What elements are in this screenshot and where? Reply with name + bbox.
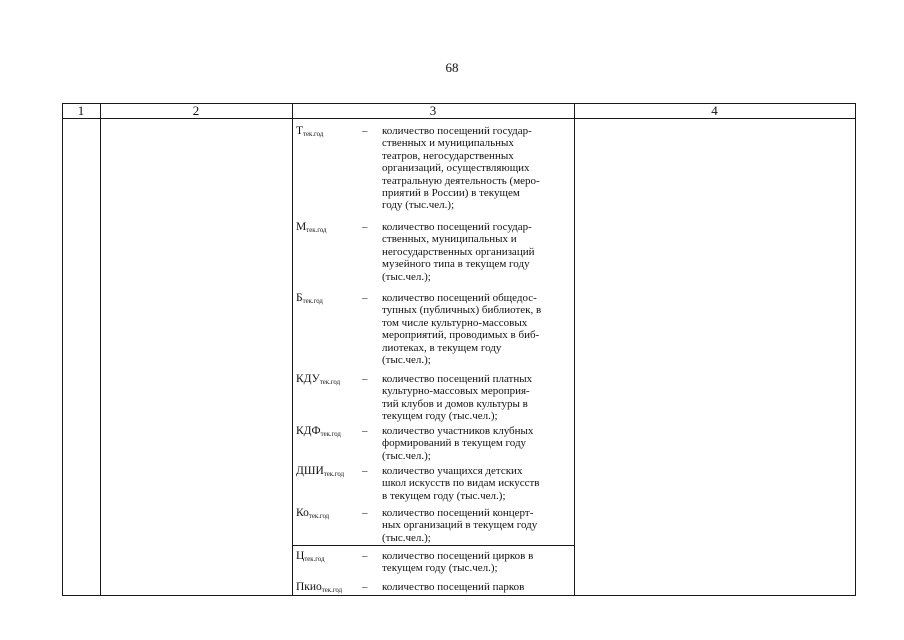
variable-description: количество посещений государ- ственных и муниципальных театров, негосударственных организаций, осуществляющих театральную деятельность (меро- приятий в России) в текущем году (тыс.чел.); (382, 125, 540, 212)
column-divider (574, 103, 575, 596)
cell-divider (292, 545, 574, 546)
variable-description: количество посещений государ- ственных, муниципальных и негосударственных организаций музейного типа в текущем году (тыс.чел.); (382, 221, 535, 283)
variable-symbol: Пкио$_{тек.год}$ (296, 581, 343, 594)
header-cell-4: 4 (711, 103, 718, 118)
variable-description: количество посещений общедос- тупных (публичных) библиотек, в том числе культурно-массовых мероприятий, проводимых в биб- лиотеках, в текущем году (тыс.чел.); (382, 292, 542, 367)
header-cell-1: 1 (77, 103, 85, 118)
variable-symbol: $Т_{тек.год}$ (296, 125, 324, 138)
variable-description: количество посещений платных культурно-массовых мероприя- тий клубов и домов культуры в текущем году (тыс.чел.); (382, 373, 533, 423)
variable-symbol: $Ц_{тек.год}$ (296, 550, 325, 563)
variable-symbol: $Ко_{тек.год}$ (296, 507, 330, 520)
column-divider (855, 103, 856, 596)
header-bottom-border (62, 118, 578, 119)
variable-symbol: $Б_{тек.год}$ (296, 292, 323, 305)
table-bottom-border (574, 595, 855, 596)
dash: – (362, 125, 368, 137)
header-cell-2: 2 (192, 103, 200, 118)
header-bottom-border (574, 118, 855, 119)
dash: – (362, 550, 368, 562)
dash: – (362, 507, 368, 519)
variable-description: количество участников клубных формирований в текущем году (тыс.чел.); (382, 425, 534, 462)
page-number: 68 (445, 60, 459, 75)
column-divider (292, 103, 293, 596)
variable-symbol: $М_{тек.год}$ (296, 221, 327, 234)
variable-symbol: $ДШИ_{тек.год}$ (296, 465, 345, 478)
variable-description: количество посещений цирков в текущем году (тыс.чел.); (382, 550, 534, 575)
column-divider (100, 103, 101, 596)
dash: – (362, 221, 368, 233)
dash: – (362, 465, 368, 477)
header-cell-3: 3 (429, 103, 437, 118)
column-divider (62, 103, 63, 596)
dash: – (362, 373, 368, 385)
variable-symbol: $КДУ_{тек.год}$ (296, 373, 341, 386)
variable-symbol: $КДФ_{тек.год}$ (296, 425, 341, 438)
dash: – (362, 425, 368, 437)
variable-description: количество учащихся детских школ искусств по видам искусств в текущем году (тыс.чел.); (382, 465, 540, 502)
dash: – (362, 581, 368, 593)
dash: – (362, 292, 368, 304)
variable-description: количество посещений концерт- ных организаций в текущем году (тыс.чел.); (382, 507, 538, 544)
variable-description: количество посещений парков (382, 581, 525, 593)
